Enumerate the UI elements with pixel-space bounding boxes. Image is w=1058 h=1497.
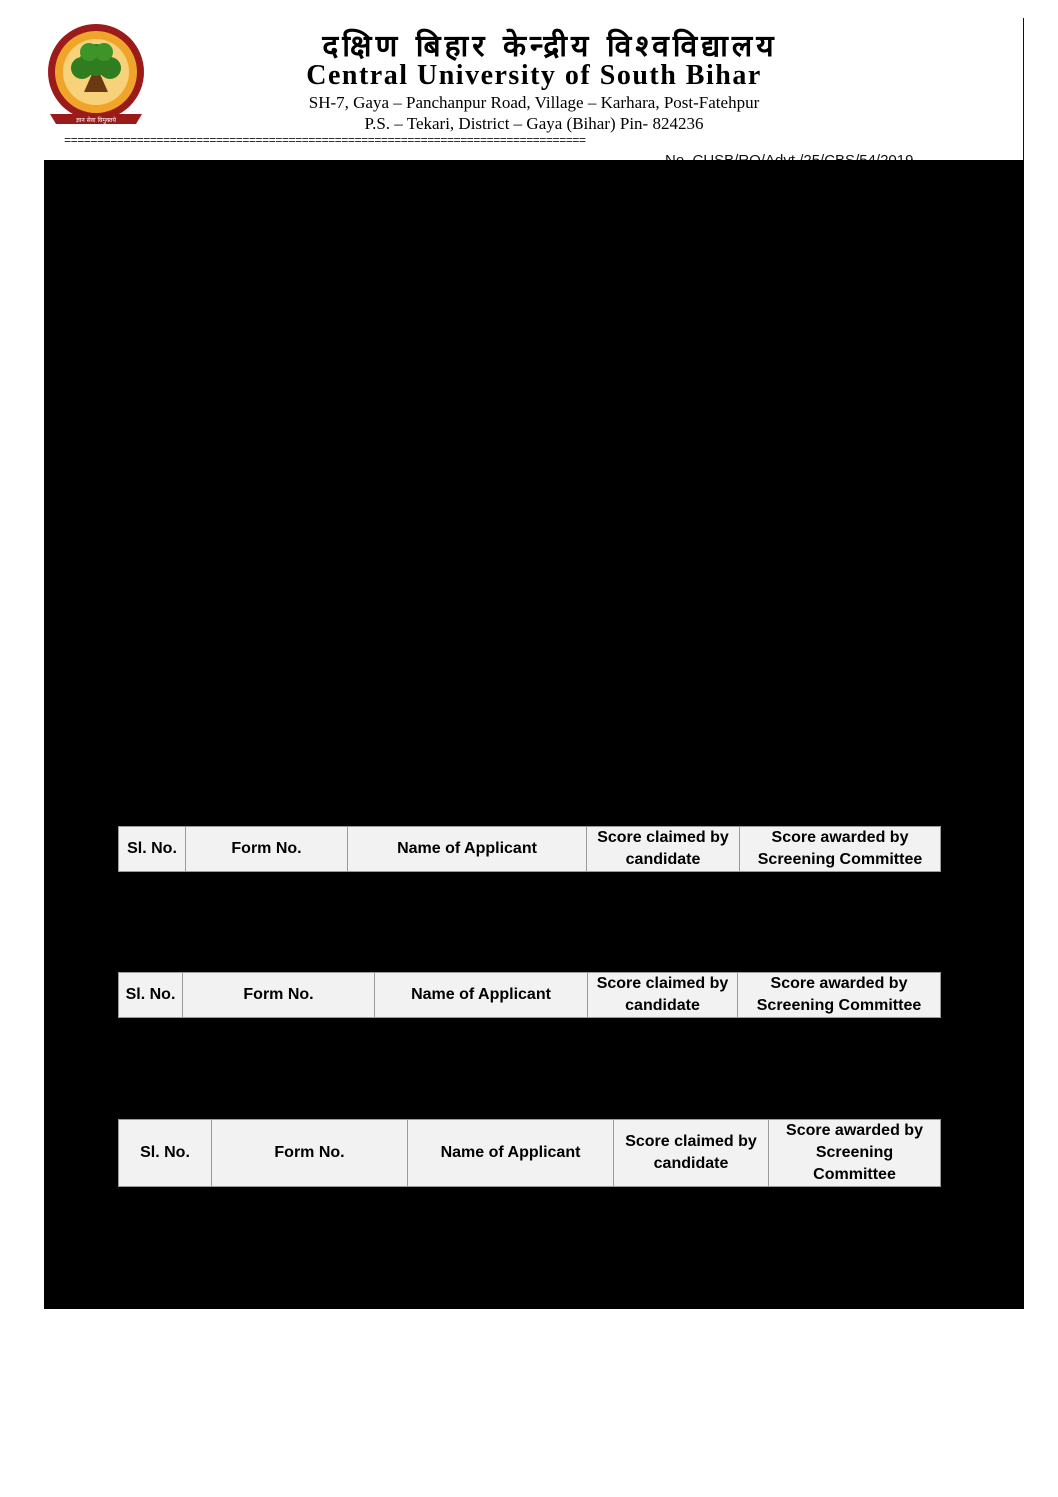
university-name-english: Central University of South Bihar [306, 60, 762, 91]
col-sl-no: Sl. No. [119, 1120, 212, 1187]
col-score-claimed: Score claimed by candidate [588, 973, 738, 1018]
col-form-no: Form No. [183, 973, 375, 1018]
table-header-row [119, 1120, 941, 1187]
header-divider: =============================================================================== [64, 134, 586, 148]
address-line-1: SH-7, Gaya – Panchanpur Road, Village – Karhara, Post-Fatehpur [308, 93, 760, 112]
university-name-hindi: दक्षिण बिहार केन्द्रीय विश्वविद्यालय [322, 29, 778, 64]
seal-motto: ज्ञान सेवा विमुक्तये [75, 117, 117, 124]
table-header-row [119, 973, 941, 1018]
col-form-no: Form No. [186, 827, 348, 872]
col-score-claimed: Score claimed by candidate [587, 827, 740, 872]
university-seal-icon [44, 22, 148, 132]
score-table-3-header [118, 1119, 941, 1187]
col-score-awarded: Score awarded by Screening Committee [769, 1120, 941, 1187]
col-applicant-name: Name of Applicant [348, 827, 587, 872]
table-header-row [119, 827, 941, 872]
address-line-2: P.S. – Tekari, District – Gaya (Bihar) Pin- 824236 [364, 114, 704, 133]
col-applicant-name: Name of Applicant [375, 973, 588, 1018]
col-form-no: Form No. [212, 1120, 408, 1187]
col-score-claimed: Score claimed by candidate [614, 1120, 769, 1187]
score-table-2-header [118, 972, 941, 1018]
col-applicant-name: Name of Applicant [408, 1120, 614, 1187]
col-score-awarded: Score awarded by Screening Committee [740, 827, 941, 872]
col-score-awarded: Score awarded by Screening Committee [738, 973, 941, 1018]
col-sl-no: Sl. No. [119, 973, 183, 1018]
col-sl-no: Sl. No. [119, 827, 186, 872]
score-table-1-header [118, 826, 941, 872]
